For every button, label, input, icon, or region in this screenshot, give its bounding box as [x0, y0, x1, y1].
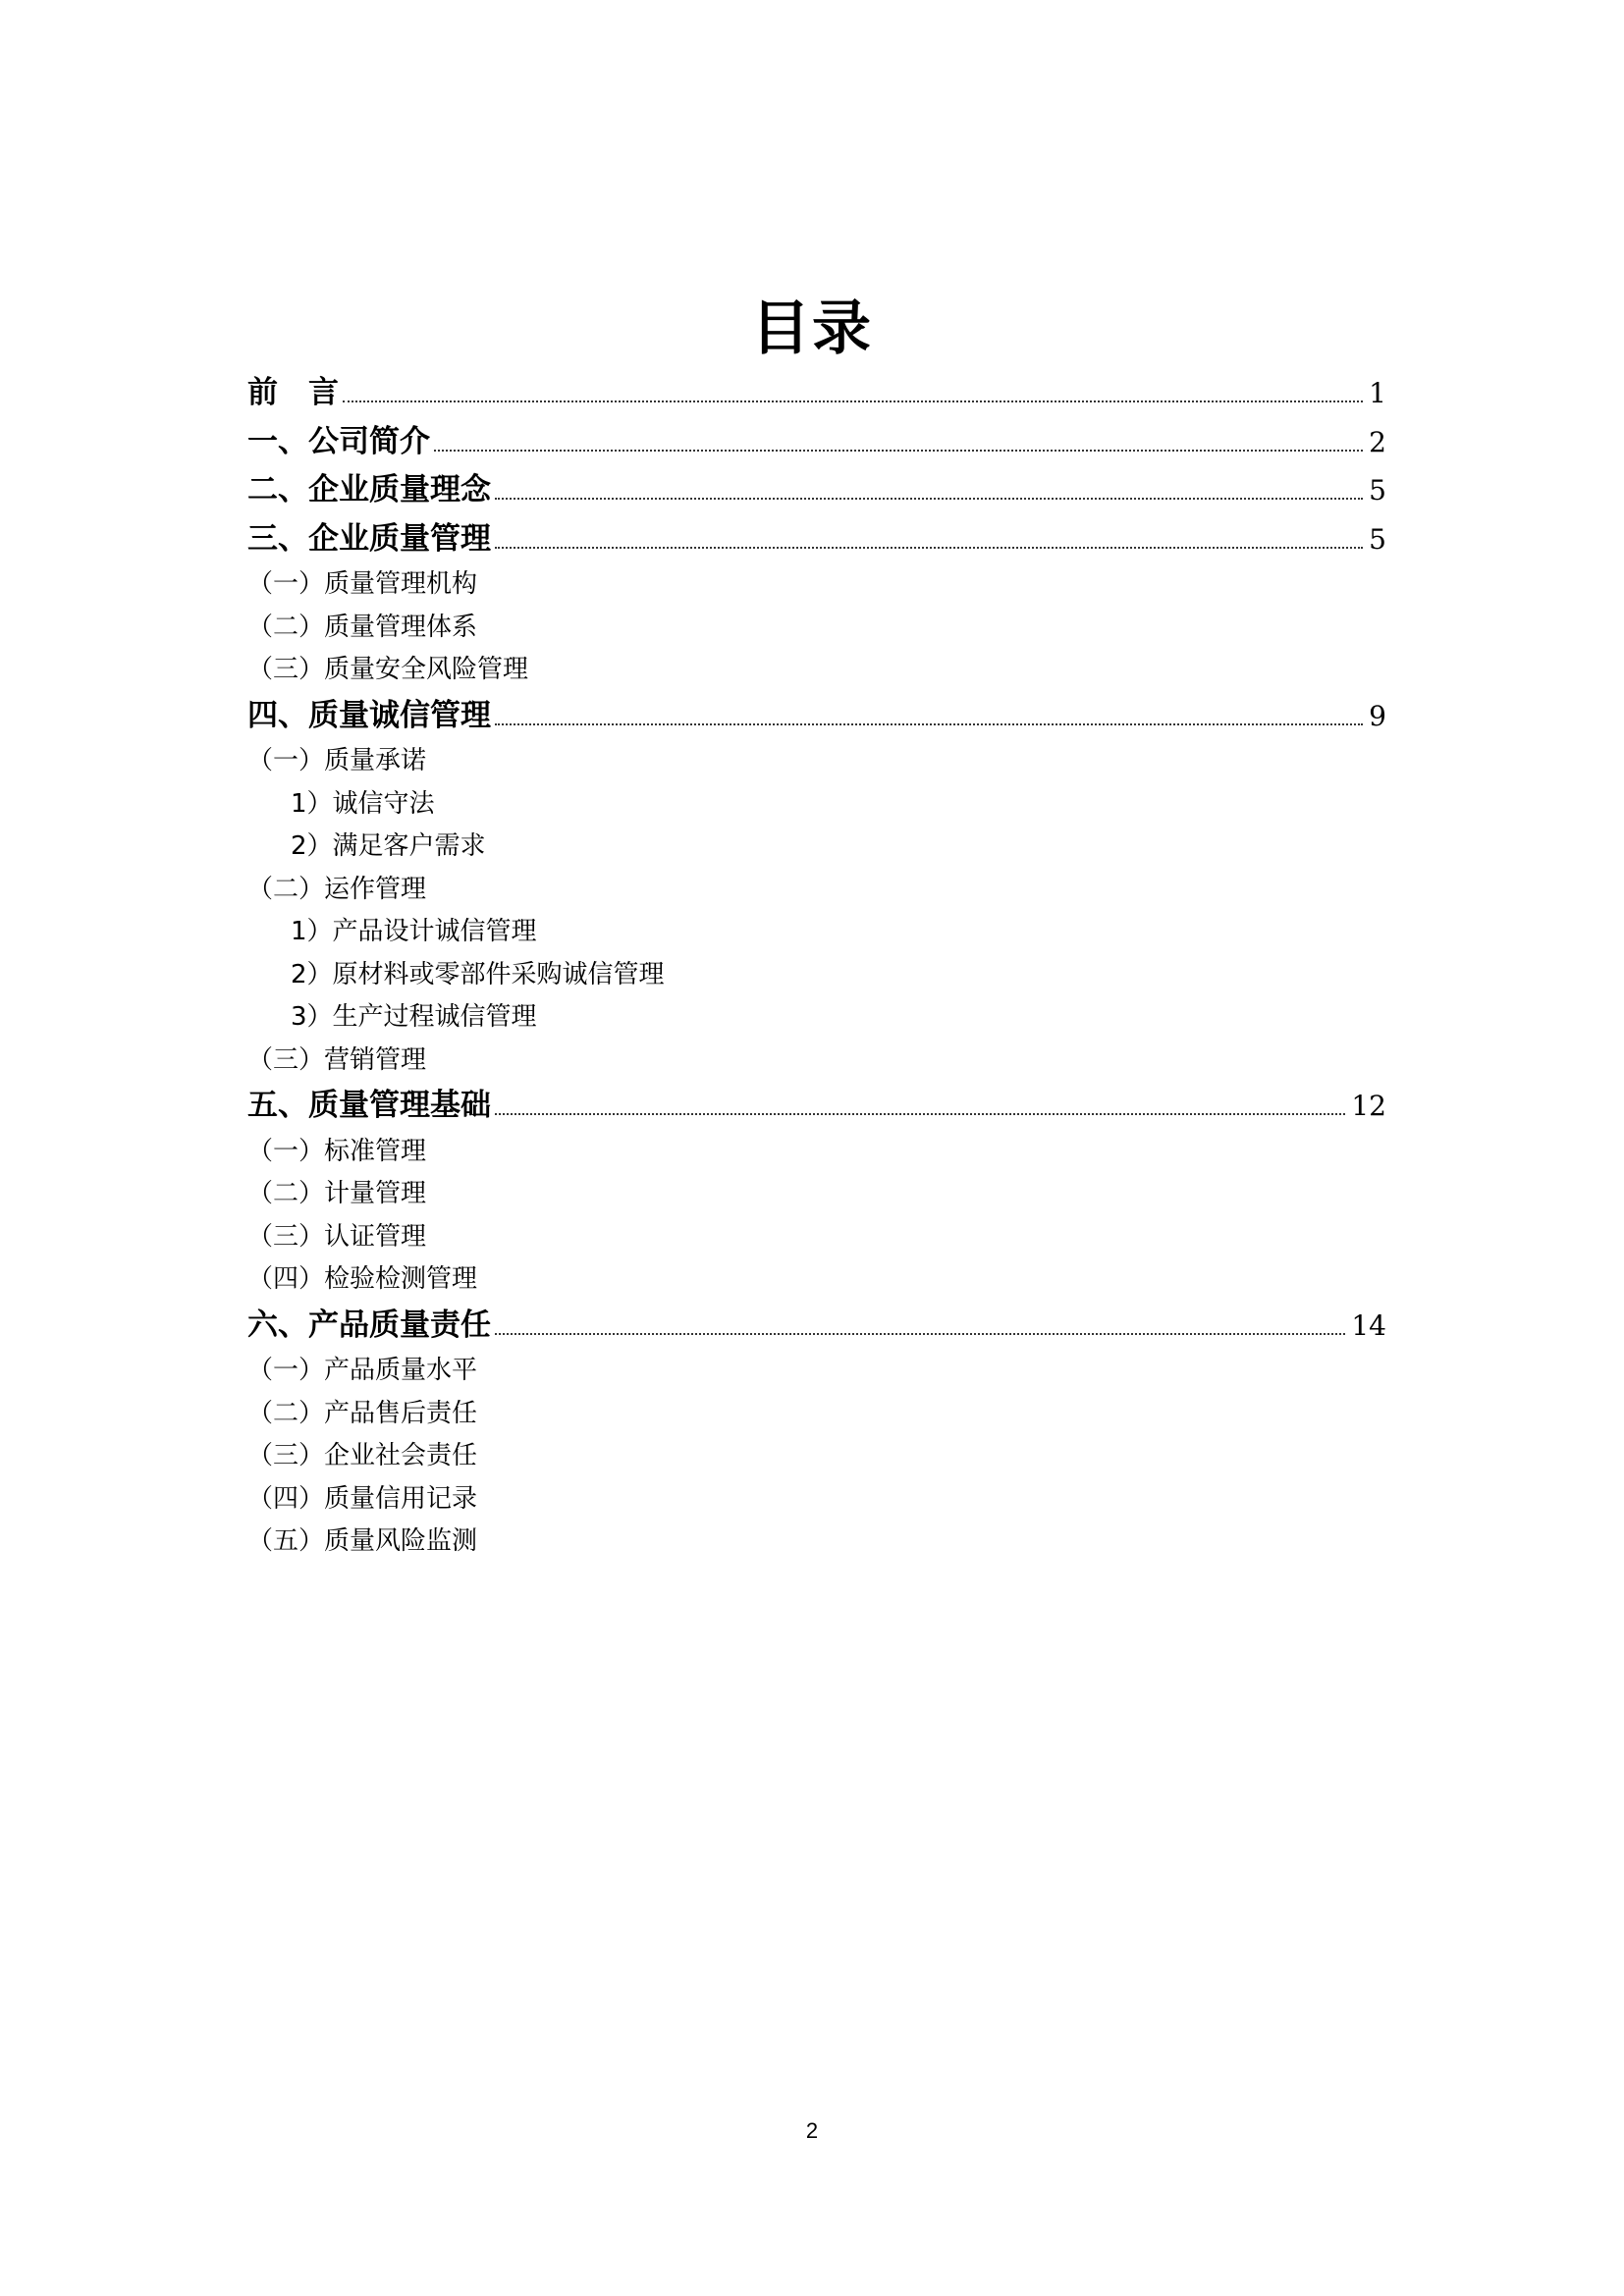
toc-dot-leader [343, 400, 1363, 402]
toc-section-entry[interactable] [247, 1040, 1386, 1083]
toc-entry-label: （二）运作管理 [247, 874, 427, 904]
toc-entry-label: （二）计量管理 [247, 1179, 427, 1208]
toc-entry-page-number: 5 [1369, 474, 1386, 507]
toc-entry-label: 2）满足客户需求 [291, 831, 486, 861]
toc-chapter-entry[interactable] [247, 418, 1386, 467]
toc-section-entry[interactable] [247, 1350, 1386, 1393]
toc-title: 目录 [751, 294, 873, 363]
toc-section-entry[interactable] [247, 1521, 1386, 1564]
toc-entry-label: （一）标准管理 [247, 1136, 427, 1166]
toc-entry-label: 六、产品质量责任 [247, 1307, 491, 1343]
toc-entry-label: （三）认证管理 [247, 1221, 427, 1252]
toc-entry-label: 一、公司简介 [247, 423, 430, 459]
toc-section-entry[interactable] [247, 740, 1386, 783]
toc-dot-leader [495, 1112, 1345, 1115]
toc-entry-label: 3）生产过程诚信管理 [291, 1002, 537, 1032]
toc-chapter-entry[interactable] [247, 369, 1386, 418]
toc-entry-label: 二、企业质量理念 [247, 472, 491, 507]
toc-entry-page-number: 14 [1351, 1308, 1386, 1342]
toc-chapter-entry[interactable] [247, 515, 1386, 564]
toc-entry-label: 四、质量诚信管理 [247, 697, 491, 733]
toc-entry-label: （三）营销管理 [247, 1044, 427, 1075]
toc-entry-page-number: 12 [1351, 1090, 1386, 1122]
toc-entry-page-number: 1 [1369, 377, 1386, 409]
toc-subsection-entry[interactable] [247, 954, 1386, 997]
toc-entry-label: （二）质量管理体系 [247, 612, 478, 642]
toc-entry-label: （四）质量信用记录 [247, 1483, 478, 1514]
toc-section-entry[interactable] [247, 1216, 1386, 1259]
toc-section-entry[interactable] [247, 869, 1386, 912]
toc-chapter-entry[interactable] [247, 466, 1386, 515]
toc-entry-label: 1）诚信守法 [291, 788, 435, 819]
toc-subsection-entry[interactable] [247, 783, 1386, 827]
toc-dot-leader [495, 497, 1363, 500]
toc-subsection-entry[interactable] [247, 996, 1386, 1040]
toc-dot-leader [495, 546, 1363, 549]
toc-entry-label: 前 言 [247, 375, 339, 410]
toc-chapter-entry[interactable] [247, 1082, 1386, 1131]
toc-entry-label: （一）产品质量水平 [247, 1356, 478, 1385]
toc-entry-page-number: 5 [1369, 522, 1386, 556]
toc-section-entry[interactable] [247, 563, 1386, 607]
toc-subsection-entry[interactable] [247, 826, 1386, 869]
toc-entry-label: 三、企业质量管理 [247, 520, 491, 557]
toc-section-entry[interactable] [247, 1173, 1386, 1216]
toc-section-entry[interactable] [247, 649, 1386, 692]
toc-dot-leader [434, 449, 1363, 452]
toc-entry-label: （五）质量风险监测 [247, 1526, 478, 1556]
toc-entry-label: 1）产品设计诚信管理 [291, 917, 537, 946]
table-of-contents [247, 369, 1386, 1564]
toc-entry-label: （一）质量管理机构 [247, 569, 478, 599]
toc-dot-leader [495, 722, 1363, 725]
toc-subsection-entry[interactable] [247, 911, 1386, 954]
toc-entry-label: （二）产品售后责任 [247, 1398, 478, 1428]
toc-entry-label: （一）质量承诺 [247, 746, 427, 775]
toc-section-entry[interactable] [247, 1258, 1386, 1302]
page-number: 2 [805, 2118, 819, 2143]
toc-section-entry[interactable] [247, 1393, 1386, 1436]
toc-chapter-entry[interactable] [247, 692, 1386, 741]
toc-chapter-entry[interactable] [247, 1302, 1386, 1351]
toc-entry-page-number: 9 [1369, 699, 1386, 732]
toc-section-entry[interactable] [247, 1131, 1386, 1174]
toc-entry-label: 2）原材料或零部件采购诚信管理 [291, 959, 665, 989]
toc-dot-leader [495, 1332, 1345, 1335]
toc-entry-label: 五、质量管理基础 [247, 1088, 491, 1123]
toc-entry-label: （四）检验检测管理 [247, 1264, 478, 1294]
toc-entry-label: （三）质量安全风险管理 [247, 655, 529, 684]
toc-entry-label: （三）企业社会责任 [247, 1441, 478, 1470]
toc-section-entry[interactable] [247, 1478, 1386, 1522]
toc-entry-page-number: 2 [1369, 425, 1386, 458]
toc-section-entry[interactable] [247, 1435, 1386, 1478]
toc-section-entry[interactable] [247, 607, 1386, 650]
